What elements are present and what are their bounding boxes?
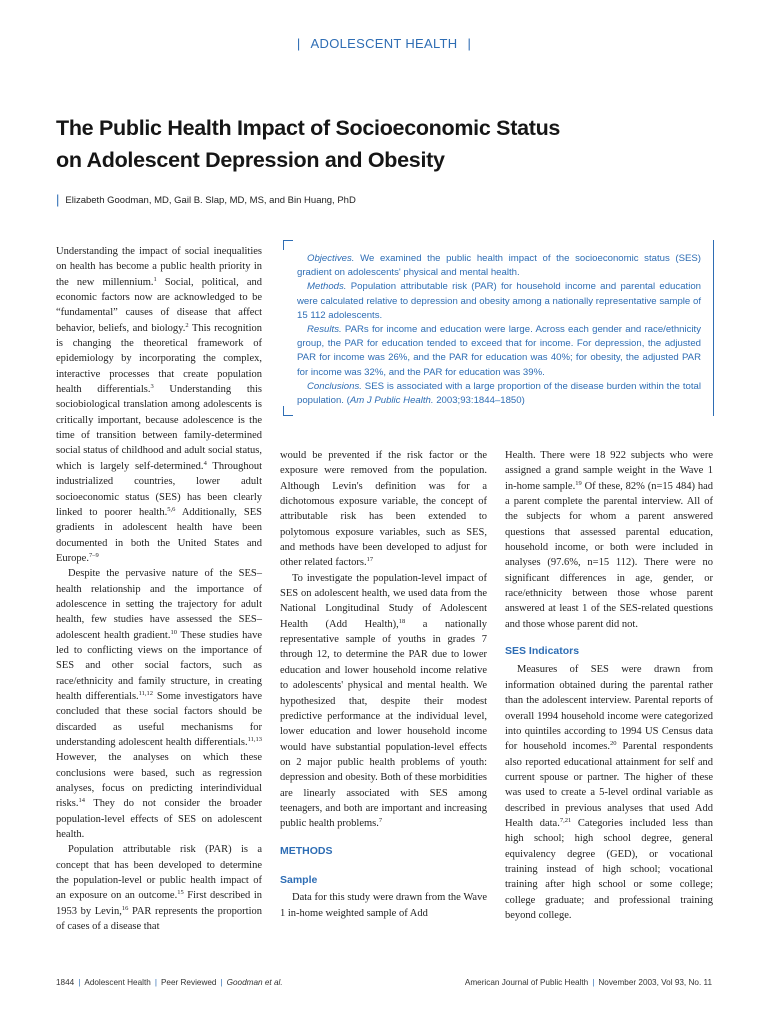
article-title-line-2: on Adolescent Depression and Obesity <box>56 148 445 172</box>
abstract-results-text: PARs for income and education were large. Across each gender and race/ethnicity group, the PAR for education tended to exceed that for income. For depression, the adjusted PAR for income was 26%, and the PAR for education was 40%; for obesity, the adjusted PAR for income was 32%, and the PAR for education was 39%. <box>297 324 702 378</box>
paragraph: Population attributable risk (PAR) is a concept that has been developed to determine the population-level or public health impact of an exposure on an outcome.$^{15}$ First described in 1953 by Levin,$^{16}$ PAR represents the proportion of cases of a disease that <box>56 844 262 933</box>
paragraph: Health. There were 18 922 subjects who were assigned a grand sample weight in the Wave 1 in-home sample.$^{19}$ Of these, 82% (n=15 484) had a parent complete the parental interview. All of the subjects for whom a parent answered questions that assessed parental education, household income, or both were included in analyses (97.6%, n=15 112). There were no significant differences in age, gender, or race/ethnicity between those whose parent answered at least 1 of the SES-related questions and those whose parent did not. <box>505 450 714 630</box>
reference-superscript: 10 <box>170 628 177 636</box>
reference-superscript: 7 <box>378 817 383 825</box>
reference-superscript: 1 <box>153 275 157 283</box>
section-tag-right-bar: | <box>467 36 472 51</box>
authors: Elizabeth Goodman, MD, Gail B. Slap, MD, MS, and Bin Huang, PhD <box>65 195 356 206</box>
author-line <box>56 192 616 207</box>
reference-superscript: 11,12 <box>138 689 154 697</box>
reference-superscript: 2 <box>185 321 189 329</box>
reference-superscript: 17 <box>366 556 374 564</box>
paragraph: Data for this study were drawn from the Wave 1 in-home weighted sample of Add <box>280 892 487 919</box>
paragraph: Understanding the impact of social inequalities on health has become a public health priority in the new millennium.$^1$ Social, political, and economic factors now are acknowledged to be “fundamental” causes of disease that affect behavior, beliefs, and biology.$^2$ This recognition is changing the theoretical framework of epidemiology by incorporating the complex, interactive processes that create population health differentials.$^3$ Understanding this sociobiological translation among adolescents is critically important, because adolescence is the time of transition between family-determined social status of childhood and adult social status, which is largely self-determined.$^4$ Throughout industrialized countries, lower adult socioeconomic status (SES) has been clearly linked to poorer health.$^{5,6}$ Additionally, SES gradients in adolescent health have been documented in both the United States and Europe.$^{7-9}$ <box>56 246 263 564</box>
page-number: 1844 <box>56 978 75 987</box>
abstract-objectives-text: We examined the public health impact of the socioeconomic status (SES) gradient on adolescents' physical and mental health. <box>297 253 701 279</box>
reference-superscript: 18 <box>398 617 406 625</box>
reference-superscript: 16 <box>121 904 129 912</box>
article-title <box>56 112 616 176</box>
reference-superscript: 19 <box>575 479 582 487</box>
body-column-3 <box>505 448 713 923</box>
footer-review: Peer Reviewed <box>160 978 217 987</box>
abstract-citation-journal: Am J Public Health. <box>349 395 434 407</box>
abstract-objectives <box>297 252 701 280</box>
reference-superscript: 5,6 <box>167 505 176 513</box>
paragraph: To investigate the population-level impact of SES on adolescent health, we used data from the National Longitudinal Study of Adolescent Health (Add Health),$^{18}$ a nationally representative sample of youths in grades 7 through 12, to determine the PAR due to lower education and lower household income relative to adolescents' physical and mental health. We hypothesized that, despite their modest predictive performance at the individual level, lower education and lower household income would have substantial population-level effects on 2 major public health problems of youth: depression and obesity. Both of these morbidities are linearly associated with SES among teenagers, and both are important and increasing public health problems.$^7$ <box>280 572 487 830</box>
sample-subheading: Sample <box>280 873 318 886</box>
abstract-conclusions-label: Conclusions. <box>307 380 362 392</box>
author-marker-bar: | <box>56 192 60 207</box>
paragraph: Measures of SES were drawn from information obtained during the parental rather than the adolescent interview. Parental reports of overall 1994 household income were categorized into quintiles according to 1994 US Census data for household incomes.$^{20}$ Parental respondents also reported educational attainment for self and current spouse or partner. The higher of these was used to create a 5-level ordinal variable as described in previous analyses that used Add Health data.$^{7,21}$ Categories included less than high school; high school degree, general equivalency degree (GED), or vocational training instead of high school; vocational training after high school or some college; college graduate; and professional training beyond college. <box>505 664 713 921</box>
ses-indicators-subheading: SES Indicators <box>505 645 580 658</box>
reference-superscript: 7,21 <box>559 816 572 824</box>
reference-superscript: 3 <box>150 383 154 391</box>
footer-date: November 2003, Vol 93, No. 11 <box>598 978 712 987</box>
section-tag <box>0 36 768 51</box>
footer-right: American Journal of Public Health | November 2003, Vol 93, No. 11 <box>464 978 712 987</box>
reference-superscript: 7–9 <box>88 551 99 559</box>
reference-superscript: 11,13 <box>247 736 262 743</box>
abstract-results-label: Results. <box>307 324 342 336</box>
reference-superscript: 4 <box>203 459 207 467</box>
abstract-body <box>297 252 701 408</box>
body-column-2 <box>280 448 487 921</box>
body-column-1 <box>56 244 262 934</box>
abstract-conclusions-text: SES is associated with a large proportion of the disease burden within the total population. <box>297 380 701 407</box>
reference-superscript: 15 <box>177 889 184 897</box>
abstract-corner-top-left <box>283 240 293 250</box>
reference-superscript: 14 <box>78 797 85 805</box>
abstract-box <box>287 240 708 416</box>
abstract-conclusions: Conclusions. SES is associated with a large proportion of the disease burden within the total population. (Am J Public Health. 2003;93:1844–1850) <box>297 380 701 407</box>
abstract-results <box>297 323 701 380</box>
abstract-methods-text: Population attributable risk (PAR) for household income and parental education were calculated relative to depression and obesity among a nationally representative sample of 15 112 adolescents. <box>297 281 701 321</box>
footer-left: 1844 | Adolescent Health | Peer Reviewed | Goodman et al. <box>56 978 283 987</box>
footer-author: Goodman et al. <box>226 978 283 987</box>
abstract-corner-bottom-left <box>283 406 293 416</box>
section-label: ADOLESCENT HEALTH <box>310 36 458 51</box>
abstract-methods-label: Methods. <box>307 281 347 293</box>
footer-section: Adolescent Health <box>84 978 151 987</box>
article-title-line-1: The Public Health Impact of Socioeconomic Status <box>56 116 561 140</box>
abstract-right-rule <box>713 240 714 416</box>
abstract-methods <box>297 280 701 323</box>
reference-superscript: 20 <box>609 740 617 748</box>
abstract-citation-ref: 2003;93:1844–1850) <box>436 395 525 407</box>
paragraph: Despite the pervasive nature of the SES–health relationship and the importance of adolescence in setting the trajectory for adult health, few studies have assessed the SES–adolescent health gradient.$^{10}$ These studies have led to conflicting views on the importance of SES and other social factors, such as race/ethnicity and family structure, in creating health differentials.$^{11,12}$ Some investigators have concluded that these social factors should be discarded as useful mechanisms for understanding adolescent health differentials.$^{11,13}$ However, the analyses on which these conclusions were based, such as regression analyses, focus on predicting interindividual risks.$^{14}$ They do not consider the broader population-level effects of SES on adolescent health. <box>56 568 262 841</box>
paragraph: would be prevented if the risk factor or the exposure were removed from the population. Although Levin's definition was for a dichotomous exposure variable, the concept of attributable risk has been extended to polytomous exposure variables, such as SES, and methods have been developed to adjust for other related factors.$^{17}$ <box>280 450 487 569</box>
section-tag-left-bar: | <box>296 36 301 51</box>
abstract-objectives-label: Objectives. <box>307 253 355 264</box>
footer-journal: American Journal of Public Health <box>464 978 589 987</box>
methods-heading: METHODS <box>280 844 333 857</box>
